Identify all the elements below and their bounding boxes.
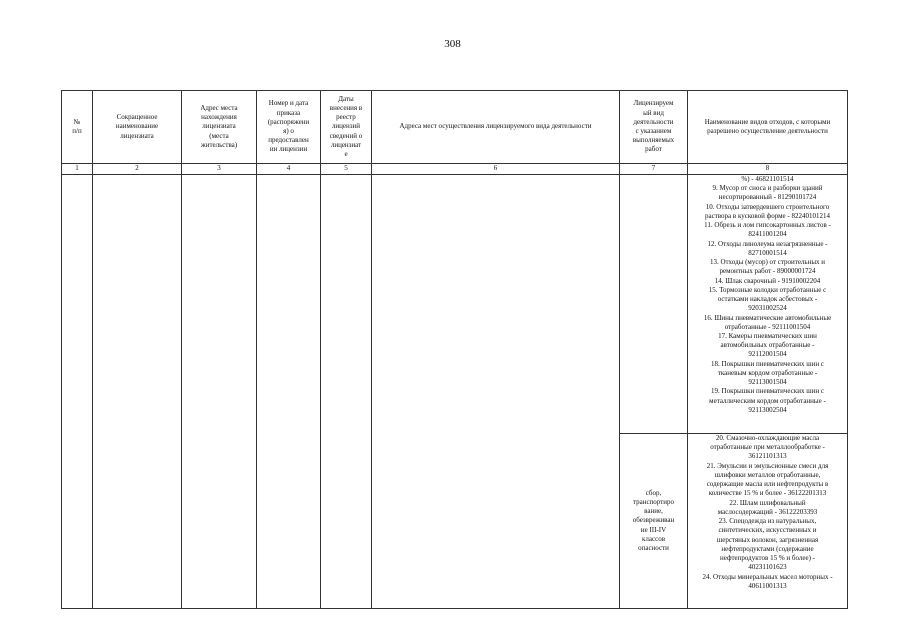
table-row [62, 175, 848, 434]
column-number: 2 [93, 164, 182, 175]
empty-cell [321, 175, 372, 609]
column-number-row [62, 164, 848, 175]
column-number: 6 [372, 164, 620, 175]
page-number: 308 [444, 38, 461, 50]
empty-cell [182, 175, 257, 609]
header-cell-register-dates: Даты внесения в реестр лицензий сведений о лицензиат е [321, 91, 372, 164]
empty-cell [93, 175, 182, 609]
header-cell-order: Номер и дата приказа (распоряжени я) о предоставлен ии лицензии [257, 91, 321, 164]
empty-cell [62, 175, 93, 609]
header-cell-activity-type: Лицензируем ый вид деятельности с указанием выполняемых работ [620, 91, 688, 164]
column-number: 1 [62, 164, 93, 175]
column-number: 7 [620, 164, 688, 175]
empty-cell [372, 175, 620, 609]
licensing-table [61, 90, 848, 609]
waste-types-cell: %) - 46821101514 9. Мусор от сноса и разборки зданий несортированный - 81290101724 10. Отходы затвердевшего строительного раствора в кусковой форме - 82240101214 11. Обрезь и лом гипсокартонных листов - 82411001204 12. Отходы линолеума незагрязненные - 82710001514 13. Отходы (мусор) от строительных и ремонтных работ - 89000001724 14. Шлак сварочный - 91910002204 15. Тормозные колодки отработанные с остатками накладок асбестовых - 92031002524 16. Шины пневматические автомобильные отработанные - 92111001504 17. Камеры пневматических шин автомобильных отработанные - 92112001504 18. Покрышки пневматических шин с тканевым кордом отработанные - 92113001504 19. Покрышки пневматических шин с металлическим кордом отработанные - 92113002504 [688, 175, 848, 434]
activity-type-cell: сбор, транспортиро вание, обезвреживан ие III-IV классов опасности [620, 434, 688, 609]
empty-cell [257, 175, 321, 609]
column-number: 8 [688, 164, 848, 175]
column-number: 3 [182, 164, 257, 175]
header-row [62, 91, 848, 164]
header-cell-short-name: Сокращенное наименование лицензиата [93, 91, 182, 164]
empty-cell [620, 175, 688, 434]
header-cell-activity-addresses: Адреса мест осуществления лицензируемого вида деятельности [372, 91, 620, 164]
header-cell-waste-types: Наименование видов отходов, с которыми разрешено осуществление деятельности [688, 91, 848, 164]
waste-types-cell: 20. Смазочно-охлаждающие масла отработанные при металлообработке - 36121101313 21. Эмульсии и эмульсионные смеси для шлифовки металлов отработанные, содержащие масла или нефтепродукты в количестве 15 % и более - 36122201313 22. Шлам шлифовальный маслосодержащий - 36122203393 23. Спецодежда из натуральных, синтетических, искусственных и шерстяных волокон, загрязненная нефтепродуктами (содержание нефтепродуктов 15 % и более) - 40231101623 24. Отходы минеральных масел моторных - 40611001313 [688, 434, 848, 609]
header-cell-number: № п/п [62, 91, 93, 164]
header-cell-address: Адрес места нахождения лицензиата (места жительства) [182, 91, 257, 164]
column-number: 5 [321, 164, 372, 175]
column-number: 4 [257, 164, 321, 175]
